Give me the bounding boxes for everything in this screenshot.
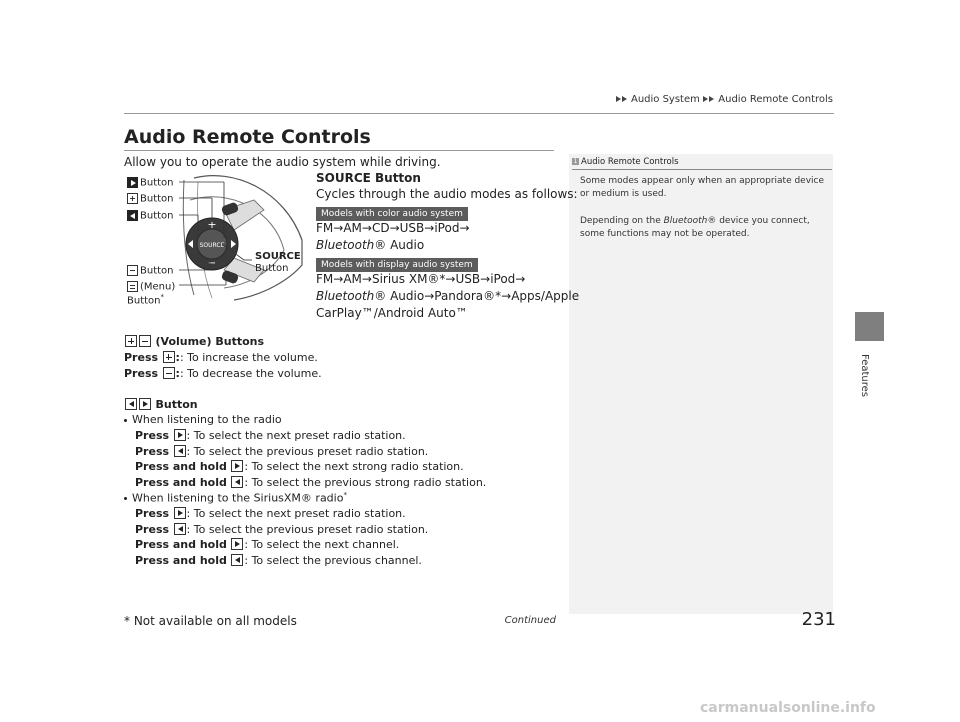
breadcrumb-arrow-icon (622, 96, 627, 102)
source-desc: Cycles through the audio modes as follows: (316, 187, 578, 201)
callout-menu-sub: Button* (127, 293, 164, 307)
wheel-minus-icon: − (207, 258, 217, 269)
header-divider (124, 113, 834, 114)
sirius-prev-line: Press : To select the previous preset radio station. (135, 523, 429, 536)
arrow-icon: → (445, 272, 456, 286)
section-tab-marker (855, 312, 884, 341)
model-badge-display: Models with display audio system (316, 258, 478, 272)
breadcrumb-item: Audio System (630, 94, 700, 105)
arrow-icon: → (361, 272, 372, 286)
prev-key-icon (231, 476, 243, 488)
title-divider (124, 150, 554, 151)
arrow-icon: → (459, 221, 470, 235)
sidebar-paragraph: Depending on the Bluetooth® device you connect, some functions may not be operated. (580, 216, 810, 239)
page-title: Audio Remote Controls (124, 126, 371, 148)
sirius-hold-prev-line: Press and hold : To select the previous channel. (135, 554, 422, 567)
arrow-icon: → (424, 289, 435, 303)
prev-key-icon (231, 554, 243, 566)
sidebar-paragraph: Some modes appear only when an appropriate device or medium is used. (580, 176, 825, 199)
color-flow-line1: FM→AM→CD→USB→iPod→ (316, 221, 470, 235)
sidebar-heading: 1 Audio Remote Controls (573, 157, 679, 167)
volume-minus-line: Press :: To decrease the volume. (124, 367, 322, 380)
sirius-next-line: Press : To select the next preset radio station. (135, 507, 406, 520)
callout-menu: (Menu) (127, 281, 175, 293)
continued-label: Continued (504, 615, 556, 626)
minus-key-icon (139, 335, 151, 347)
wheel-plus-icon: + (207, 218, 217, 231)
page-number: 231 (801, 609, 836, 630)
menu-icon (127, 281, 138, 292)
sirius-bullet: When listening to the SiriusXM® radio* (124, 491, 347, 505)
radio-hold-next-line: Press and hold : To select the next strong radio station. (135, 460, 464, 473)
color-flow-line2: Bluetooth® Audio (316, 238, 425, 252)
arrow-icon: → (424, 221, 435, 235)
breadcrumb-arrow-icon (709, 96, 714, 102)
arrow-icon: → (333, 221, 344, 235)
radio-next-line: Press : To select the next preset radio station. (135, 429, 406, 442)
volume-plus-line: Press :: To increase the volume. (124, 351, 318, 364)
arrow-icon: → (333, 272, 344, 286)
callout-minus: Button (127, 265, 174, 277)
next-key-icon (174, 429, 186, 441)
seek-title: Button (124, 398, 198, 411)
wheel-source-label: SOURCE (199, 242, 225, 249)
display-flow-line1: FM→AM→Sirius XM®*→USB→iPod→ (316, 272, 526, 286)
arrow-icon: → (480, 272, 491, 286)
plus-key-icon (125, 335, 137, 347)
next-key-icon (139, 398, 151, 410)
callout-source: SOURCE (255, 251, 301, 262)
note-icon: 1 (573, 158, 578, 165)
section-tab-label: Features (859, 354, 870, 397)
radio-prev-line: Press : To select the previous preset radio station. (135, 445, 429, 458)
footnote: * Not available on all models (124, 614, 297, 628)
arrow-icon: → (361, 221, 372, 235)
minus-key-icon (163, 367, 175, 379)
prev-key-icon (174, 523, 186, 535)
next-arrow-icon (127, 177, 138, 188)
prev-key-icon (174, 445, 186, 457)
breadcrumb-item: Audio Remote Controls (718, 94, 833, 105)
prev-key-icon (125, 398, 137, 410)
display-flow-line3: CarPlay™/Android Auto™ (316, 306, 468, 320)
sirius-hold-next-line: Press and hold : To select the next channel. (135, 538, 400, 551)
model-badge-color: Models with color audio system (316, 207, 468, 221)
intro-text: Allow you to operate the audio system while driving. (124, 155, 441, 169)
source-title: SOURCE Button (316, 171, 421, 185)
arrow-icon: → (515, 272, 526, 286)
callout-source-sub: Button (255, 263, 289, 274)
prev-arrow-icon (127, 210, 138, 221)
next-key-icon (174, 507, 186, 519)
breadcrumb-arrow-icon (616, 96, 621, 102)
next-key-icon (231, 460, 243, 472)
plus-key-icon (163, 351, 175, 363)
minus-icon (127, 265, 138, 276)
volume-title: (Volume) Buttons (124, 335, 264, 348)
radio-hold-prev-line: Press and hold : To select the previous strong radio station. (135, 476, 487, 489)
display-flow-line2: Bluetooth® Audio→Pandora®*→Apps/Apple (316, 289, 580, 303)
breadcrumb-arrow-icon (703, 96, 708, 102)
sidebar-divider (572, 169, 832, 170)
radio-bullet: When listening to the radio (124, 413, 282, 426)
callout-prev: Button (127, 210, 174, 222)
arrow-icon: → (501, 289, 512, 303)
plus-icon (127, 193, 138, 204)
watermark-text: carmanualsonline.info (700, 700, 876, 716)
callout-next: Button (127, 177, 174, 189)
callout-plus: Button (127, 193, 174, 205)
next-key-icon (231, 538, 243, 550)
arrow-icon: → (389, 221, 400, 235)
breadcrumb (600, 94, 833, 105)
